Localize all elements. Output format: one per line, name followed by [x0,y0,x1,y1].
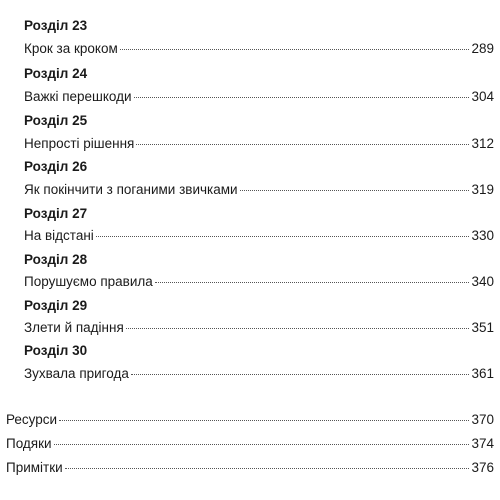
dot-leader [96,236,470,237]
entry-title: Як покінчити з поганими звичками [24,182,238,197]
toc-entry[interactable] [24,274,494,290]
chapter-heading: Розділ 29 [24,298,88,313]
dot-leader [59,420,469,421]
toc-entry-acknowledgements[interactable] [6,436,494,452]
toc-entry[interactable] [24,41,494,57]
page-number: 374 [471,436,494,451]
toc-entry-resources[interactable] [6,412,494,428]
dot-leader [120,49,470,50]
entry-title: Подяки [6,436,52,451]
chapter-heading: Розділ 27 [24,206,88,221]
page-number: 304 [471,89,494,104]
dot-leader [131,374,470,375]
dot-leader [155,282,470,283]
entry-title: Ресурси [6,412,58,427]
page-number: 319 [471,182,494,197]
dot-leader [136,144,469,145]
dot-leader [65,468,470,469]
entry-title: Крок за кроком [24,41,118,56]
toc-entry[interactable] [24,182,494,198]
entry-title: Зухвала пригода [24,366,129,381]
toc-entry[interactable] [24,228,494,244]
chapter-heading: Розділ 28 [24,252,88,267]
dot-leader [126,328,470,329]
entry-title: На відстані [24,228,94,243]
page-number: 289 [471,41,494,56]
chapter-heading: Розділ 23 [24,18,88,33]
entry-title: Примітки [6,460,63,475]
page-number: 330 [471,228,494,243]
toc-entry-notes[interactable] [6,460,494,476]
entry-title: Злети й падіння [24,320,124,335]
entry-title: Непрості рішення [24,136,135,151]
toc-entry[interactable] [24,320,494,336]
toc-entry[interactable] [24,366,494,382]
chapter-heading: Розділ 26 [24,159,88,174]
page-number: 376 [471,460,494,475]
page-number: 340 [471,274,494,289]
page-number: 370 [471,412,494,427]
chapter-heading: Розділ 24 [24,66,88,81]
entry-title: Порушуємо правила [24,274,153,289]
dot-leader [240,190,470,191]
dot-leader [134,97,470,98]
chapter-heading: Розділ 30 [24,343,88,358]
page-number: 361 [471,366,494,381]
dot-leader [54,444,470,445]
page-number: 312 [471,136,494,151]
chapter-heading: Розділ 25 [24,113,88,128]
toc-entry[interactable] [24,89,494,105]
page-number: 351 [471,320,494,335]
toc-entry[interactable] [24,136,494,152]
entry-title: Важкі перешкоди [24,89,132,104]
